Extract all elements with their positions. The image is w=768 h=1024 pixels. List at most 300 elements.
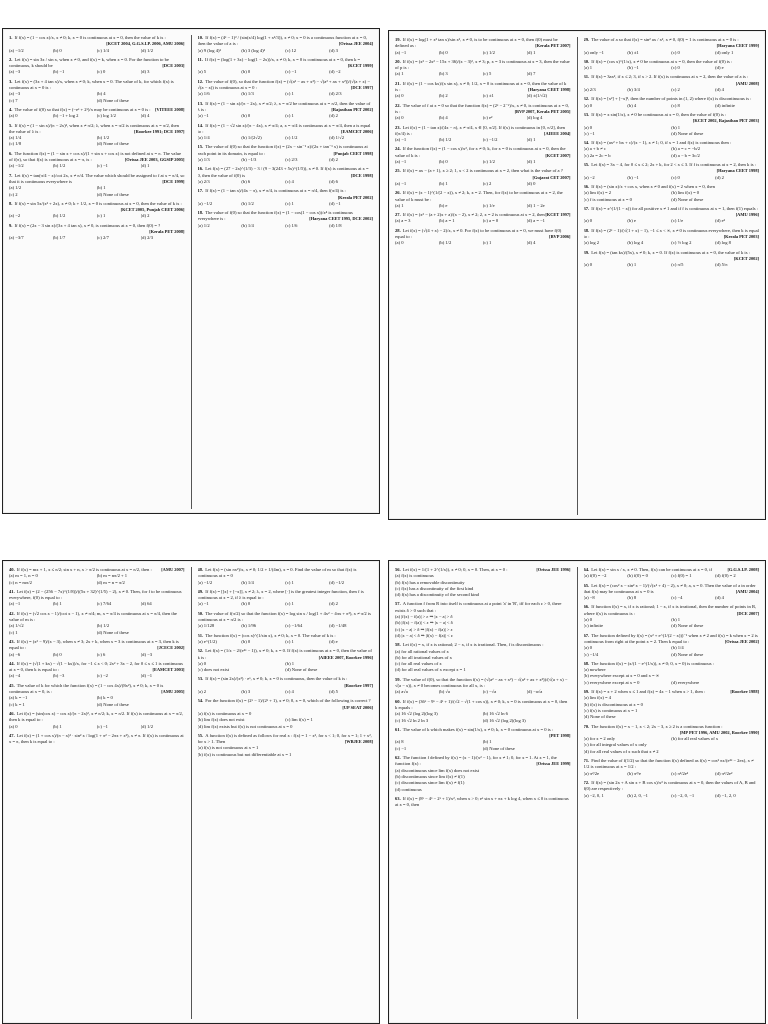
question-number: 71. [583, 758, 590, 764]
answer-option: (a) 0 [395, 240, 404, 246]
answer-option: (d) −1, 2, 0 [715, 792, 736, 798]
answer-option: (a) 1 [395, 202, 404, 208]
exam-source: [KCET 2004, G.G.S.I.P. 2006, AMU 2006] [106, 41, 185, 47]
answer-option: (a) −1 [9, 601, 21, 607]
answer-option: (a) 1 [583, 65, 593, 71]
question-text: If f(x) = (36ˣ − 9ˣ − 4ˣ + 1)/(√2 − √(1 + cos x)), x ≠ 0; k, x = 0 is continuous at x = 0, then k equals : [395, 698, 568, 710]
answer-option: (a) −1 [395, 159, 407, 165]
page2-left-column [395, 37, 571, 515]
answer-option: (c) ±1 [482, 93, 494, 99]
answer-option: (b) 0 [241, 69, 251, 75]
answer-options [584, 645, 760, 658]
question-number: 69. [583, 689, 590, 695]
question-item [584, 96, 760, 109]
answer-option: (c) does not exist [197, 667, 230, 673]
question-text: If f(x) = (2ˣ − 1)/(√(1 + x) − 1), −1 ≤ x < ∞, x ≠ 0 is continuous everywhere, then k is equal to : [583, 227, 759, 240]
answer-options [9, 601, 185, 607]
question-number: 9. [9, 222, 13, 228]
answer-option: (c) f(x) has a discontinuity of the first kind [395, 585, 474, 591]
answer-options [395, 614, 571, 639]
question-number: 47. [9, 732, 15, 738]
answer-options [584, 190, 760, 203]
answer-option: (b) 0 [241, 113, 251, 119]
answer-option: (c) 2 [9, 191, 18, 197]
page4-left-column [395, 567, 571, 1019]
question-item [9, 173, 185, 198]
answer-options [395, 739, 571, 752]
question-text: If f(x) = (8ˣ − 4ˣ − 2ˣ + 1)/x², when x > 0; eˣ sin x + πx + k log 4, when x ≤ 0 is continuous at x = 0, then [395, 795, 569, 808]
answer-option: (b) 1/2 [438, 137, 452, 143]
question-item [9, 123, 185, 148]
exam-source: [EAMCET 2003] [152, 667, 185, 673]
answer-option: (b) for all real values of x [671, 736, 719, 742]
answer-options [584, 736, 760, 755]
exam-source: [AIEEE 2007, Roorkee 1996] [318, 654, 373, 660]
answer-options [9, 623, 185, 636]
answer-option: (a) f(0) = −2 [583, 573, 607, 579]
question-item [584, 724, 760, 755]
question-text: The function f(x) = (x/(1 − e^(1/x)), x ≠ 0; 0, x = 0) is continuous : [591, 660, 714, 666]
exam-source: [MP PET 1996, AMU 2002, Roorkee 1990] [679, 729, 759, 735]
answer-options [584, 771, 760, 777]
answer-option: (a) log 2 [583, 240, 600, 246]
question-text: If f(x) = (1 − sin x)/(π − 2x), x ≠ π/2; λ, x = π/2 be continuous at x = π/2, then the value of λ is : [197, 100, 371, 112]
answer-option: (a) 2/3 [197, 178, 210, 184]
question-text: If f(x) = log(1 + x² tan x)/sin x³, x ≠ 0, is to be continuous at x = 0, then f(0) must be defined as : [395, 37, 558, 49]
answer-option: (a) for x = 2 only [583, 736, 616, 742]
question-item [9, 711, 185, 730]
answer-option: (c) −1/2 [482, 137, 498, 143]
question-item [395, 81, 571, 100]
answer-option: (a) 1/4 [9, 135, 22, 141]
answer-options [584, 262, 760, 268]
question-number: 23. [395, 124, 401, 130]
answer-option: (a) a√a [395, 689, 408, 695]
question-text: If f(x) = (sin 2x + A sin x + B cos x)/x³ is continuous at x = 0, then the values of A, B and f(0) are respectively : [583, 779, 756, 792]
question-text: If f(x) = mx + 1, x ≤ π/2; sin x + n, x > π/2 is continuous at x = π/2, then : [16, 567, 152, 572]
answer-options [395, 181, 571, 187]
exam-source: [KCET 2005, Punjab CEET 2006] [120, 207, 185, 213]
answer-options [198, 91, 374, 97]
answer-option: (d) 1 [526, 137, 536, 143]
answer-option: (d) 1/8 [329, 222, 342, 228]
answer-option: (a) −1/2 [9, 47, 24, 53]
answer-option: (b) 0 [52, 47, 62, 53]
question-item [198, 698, 374, 729]
question-number: 68. [583, 660, 590, 666]
answer-option: (b) 1/(2√2) [241, 135, 262, 141]
answer-option: (d) 1 [140, 163, 150, 169]
answer-option: (a) −1 [395, 180, 407, 186]
answer-option: (c) 0 [671, 174, 680, 180]
question-text: Let f(x) = 1/(1 + 2^(1/x)), x ≠ 0; 0, x = 0. Then, at x = 0 : [402, 567, 508, 572]
answer-options [9, 69, 185, 75]
answer-option: (c) −2 [96, 673, 108, 679]
question-item [9, 567, 185, 586]
question-number: 35. [583, 162, 590, 168]
page3-left-column [9, 567, 185, 1019]
exam-source: [Punjab CEET 1998] [333, 150, 373, 156]
exam-source: [KCET 2002, Rajasthan PET 2003] [692, 118, 759, 124]
exam-source: [AIEEE 2004] [544, 130, 571, 136]
answer-options [584, 595, 760, 601]
answer-options [395, 71, 571, 77]
answer-option: (a) −1/2 [197, 200, 213, 206]
answer-option: (d) None of these [671, 130, 704, 136]
answer-option: (a) −2, 0, 1 [583, 792, 604, 798]
answer-option: (c) 2/3 [285, 157, 298, 163]
answer-option: (d) a = −1 [526, 218, 545, 224]
answer-option: (d) 3 [140, 69, 150, 75]
question-number: 43. [9, 638, 15, 644]
question-text: If f(x) = x + 2 when x ≤ 1 and f(x) = 4x − 1 when x > 1, then : [591, 689, 706, 695]
answer-option: (c) log 1/2 [96, 113, 116, 119]
answer-option: (c) 1 [9, 629, 18, 635]
answer-option: (d) None of these [671, 623, 704, 629]
answer-option: (c) 0 [96, 69, 106, 75]
column-divider [577, 567, 578, 1019]
answer-options [395, 137, 571, 143]
answer-option: (b) −3 [52, 673, 65, 679]
answer-option: (d) log 8 [715, 240, 731, 246]
answer-option: (b) 4 [627, 102, 637, 108]
answer-option: (b) 4 [96, 91, 106, 97]
question-text: If f(x) = [[x] + [−x]], x ≠ 2; λ, x = 2, where [·] is the greatest integer function, then f is continuous at x = 2, if λ is equal to : [197, 588, 364, 601]
answer-options [9, 673, 185, 679]
question-item [584, 604, 760, 629]
answer-option: (c) −√a [482, 689, 497, 695]
answer-option: (d) −1/48 [329, 623, 347, 629]
answer-option: (a) −3/7 [9, 235, 24, 241]
question-text: The function defined by f(x) = (x² + e^(1/(2 − x)))⁻¹ when x ≠ 2 and f(x) = k when x = 2 is continuous from right at the point x = 2. Then k equal to : [583, 632, 758, 644]
question-item [584, 567, 760, 580]
exam-source: [KCET 2007] [545, 152, 571, 158]
answer-options [584, 573, 760, 579]
question-text: Let f(x) = sin x / x, x ≠ 0. Then, f(x) can be continuous at x = 0, if [591, 567, 713, 572]
answer-option: (a) 0 [583, 218, 593, 224]
answer-option: (a) 5 [197, 69, 207, 75]
answer-options [9, 695, 185, 708]
answer-option: (b) discontinuous since lim f(x) ≠ f(1) [395, 773, 465, 779]
question-text: Let f(x) = (sin πx²)/x, x ≠ 0; 1/2 + 1/(4m), x = 0. Find the value of m so that f(x) is continuous at x = 0 [197, 567, 357, 579]
question-text: If f(x) = (1 − cos kx)/(x sin x), x ≠ 0; 1/2, x = 0 is continuous at x = 0, then the value of k is : [395, 80, 567, 93]
answer-option: (b) everywhere except at x = 0 and x = ∞ [583, 673, 660, 679]
answer-option: (b) lim f(x) does not exist [197, 717, 245, 723]
question-number: 59. [395, 676, 401, 682]
answer-option: (a) 0 [583, 124, 593, 130]
question-text: The function f(x) = x − 1, x < 2; 2x − 3, x ≥ 2 is a continuous function : [591, 723, 723, 729]
answer-options [395, 115, 571, 121]
exam-source: [AMU 2005] [161, 689, 185, 695]
answer-option: (c) 1 [285, 91, 294, 97]
question-text: The value of f(0) so that the function f(x) = (1 − cos(1 − cos x))/x⁴ is continuous everywhere is : [197, 210, 353, 222]
answer-option: (d) 1/2 [140, 723, 153, 729]
answer-option: (c) π²/2e² [671, 770, 689, 776]
question-number: 27. [395, 212, 401, 218]
question-number: 10. [197, 35, 204, 40]
question-item [198, 589, 374, 608]
answer-option: (b) 16 √2 ln 6 [482, 711, 508, 717]
answer-option: (b) √a [438, 689, 450, 695]
exam-source: [WBJEE 2008] [344, 739, 373, 745]
question-item [9, 57, 185, 76]
answer-option: (b) 1/4 [241, 222, 254, 228]
question-item [9, 201, 185, 220]
question-item [584, 206, 760, 225]
answer-option: (a) 0 [583, 102, 593, 108]
question-number: 60. [395, 698, 401, 704]
answer-option: (c) 1/e [482, 202, 495, 208]
answer-options [9, 163, 185, 169]
question-number: 3. [9, 78, 13, 84]
answer-option: (b) lim f(x) = 0 [671, 190, 700, 196]
question-item [395, 727, 571, 752]
exam-source: [G.G.S.I.P. 2008] [727, 567, 759, 572]
answer-option: (d) None of these [96, 97, 129, 103]
answer-option: (d) None of these [671, 651, 704, 657]
answer-option: (c) for all integral values of x only [583, 742, 647, 748]
answer-option: (b) 1 [52, 723, 62, 729]
answer-option: (d) e [329, 638, 338, 644]
question-item [9, 661, 185, 680]
answer-option: (c) 1 [482, 240, 492, 246]
answer-option: (d) 5 [329, 689, 338, 695]
answer-option: (c) 1/2 [285, 135, 298, 141]
exam-source: [BVP 2006] [549, 234, 571, 240]
answer-option: (d) 0 [526, 180, 536, 186]
answer-option: (c) k = 1 [9, 701, 25, 707]
question-text: Let f(x) = (3x + 4 tan x)/x, when x ≠ 0; k, when x = 0. The value of k, for which f(x) is continuous at x = 0 is : [9, 78, 174, 91]
answer-option: (c) 2 [482, 180, 492, 186]
answer-option: (d) 2/3 [329, 91, 342, 97]
answer-options [395, 203, 571, 209]
question-number: 45. [9, 682, 15, 688]
answer-option: (c) −2, 0, −1 [671, 792, 695, 798]
question-text: If f(x) = (√2 cos x − 1)/(cot x − 1), x ≠ π/4; m, x = π/4 is continuous at x = π/4, then the value of m is : [9, 610, 177, 623]
question-item [584, 689, 760, 720]
answer-options [9, 48, 185, 54]
exam-source: [KCET 1999] [347, 63, 373, 69]
question-item [9, 589, 185, 608]
answer-option: (b) e [627, 218, 636, 224]
question-number: 65. [583, 582, 590, 588]
answer-option: (b) 1/4 [241, 579, 254, 585]
answer-option: (c) 0 [671, 65, 680, 71]
answer-options [198, 601, 374, 607]
question-text: If f(x) = 3ax², if x ≤ 2; 3, if x > 2. If f(x) is continuous at x = 2, then the value of a is : [591, 74, 749, 80]
question-text: Let f(x) = x, if x is rational; 2 − x, if x is irrational. Then, f is discontinuous : [402, 642, 544, 648]
answer-option: (a) k = −1 [9, 695, 28, 701]
answer-options [584, 667, 760, 686]
question-number: 44. [9, 660, 15, 666]
answer-option: (d) 2/3 [140, 235, 153, 241]
answer-option: (a) 2/3 [583, 87, 596, 93]
answer-option: (c) discontinuous since lim f(x) ≠ f(1) [395, 780, 465, 786]
exam-source: [Orissa JEE 1999] [536, 761, 571, 767]
answer-options [198, 69, 374, 75]
exam-source: [Kerala PET 2007] [535, 43, 571, 49]
answer-option: (d) 6 [329, 178, 338, 184]
question-text: The value of f(0), so that the function f(x) = (√(a² − ax + x²) − √(a² + ax + x²))/(√(a + x) − √(a − x)), x ≠ 0 becomes continuous for all x, is : [395, 676, 568, 689]
answer-options [198, 113, 374, 119]
answer-option: (d) 2 [329, 157, 338, 163]
answer-options [198, 157, 374, 163]
question-item [198, 210, 374, 229]
question-text: Let f(x) = (1/x − 2/(e²ˣ − 1)), x ≠ 0; k, x = 0. If f(x) is continuous at x = 0, then the value of k is : [197, 648, 372, 660]
question-text: If f(x) = (cos x)^(1/x), x ≠ 0 be continuous at x = 0, then the value of f(0) is : [591, 58, 733, 64]
question-item [584, 758, 760, 777]
question-item [198, 633, 374, 646]
answer-option: (b) 1/2 [52, 163, 66, 169]
question-number: 24. [395, 146, 401, 152]
exam-source: [Rajasthan PET 2002] [331, 106, 373, 112]
answer-option: (a) f(x) is continuous [395, 573, 434, 579]
answer-option: (c) 16 √2 ln 2 ln 3 [395, 717, 429, 723]
answer-option: (c) a = 0 [482, 218, 499, 224]
answer-option: (c) 2a = 2c = b [583, 152, 611, 158]
answer-option: (b) |f(x) − f(a)| < ε ⇒ |x − a| < δ [395, 620, 453, 626]
answer-option: (b) 0 [438, 49, 448, 55]
question-number: 61. [395, 726, 401, 732]
answer-option: (a) only −1 [583, 49, 604, 55]
question-number: 17. [197, 188, 204, 194]
question-item [395, 677, 571, 696]
question-text: If f(x) = (1 − cos x)/x, x ≠ 0; k, x = 0 is continuous at x = 0, then the value of k is : [14, 35, 166, 40]
question-item [395, 103, 571, 122]
question-item [198, 123, 374, 142]
answer-options [395, 689, 571, 695]
answer-option: (b) 8 [627, 595, 637, 601]
answer-option: (c) 7/64 [96, 601, 112, 607]
answer-option: (c) 1 [285, 601, 294, 607]
answer-option: (a) discontinuous since lim f(x) does not exist [395, 767, 480, 773]
answer-option: (d) None of these [96, 141, 129, 147]
exercise-page-2 [388, 30, 766, 520]
answer-option: (c) −1 [583, 130, 595, 136]
question-number: 22. [395, 102, 401, 108]
answer-options [198, 661, 374, 674]
answer-option: (d) 2 [329, 113, 338, 119]
answer-option: (c) for all real values of x [395, 661, 442, 667]
question-text: The value of f at x = 0 so that the function f(x) = (2ˣ − 2⁻ˣ)/x, x ≠ 0, is continuous at x = 0, is : [395, 102, 569, 114]
answer-option: (a) a + b ≠ c [583, 146, 606, 152]
answer-option: (b) 1/2 [96, 623, 110, 629]
answer-option: (a) 0 [395, 93, 404, 99]
answer-options [584, 175, 760, 181]
question-text: Let f(x) = (1 + cos x)/(π − x)² · sin² x / log(1 + π² − 2πx + x²), x ≠ π. If f(x) is continuous at x = π, then k is equal to : [9, 732, 184, 745]
exam-source: [Roorkee 1991; DCE 1997] [134, 128, 185, 134]
question-text: If f(x) = (1 − sin x)/(π − 2x)², when x ≠ π/2; λ, when x = π/2 is continuous at x = π/2, then the value of λ is : [9, 122, 179, 134]
question-number: 52. [197, 648, 204, 654]
question-number: 46. [9, 710, 15, 716]
question-text: Let f(x) = (2 − (256 − 7x)^(1/8))/((5x + 32)^(1/5) − 2), x ≠ 0. Then, for f to be continuous everywhere, f(0) is equal to : [9, 588, 182, 601]
answer-option: (a) 0 [395, 115, 404, 121]
answer-options [395, 768, 571, 793]
exam-source: [Orissa JEE 2003, GGSIP 2005] [124, 157, 185, 163]
answer-option: (b) −1 [52, 69, 65, 75]
answer-option: (b) 1 [52, 601, 62, 607]
question-number: 33. [583, 111, 590, 117]
question-item [198, 144, 374, 163]
answer-option: (b) e [438, 202, 448, 208]
answer-option: (b) a = c = −b/2 [671, 146, 701, 152]
answer-option: (b) 3/4 [627, 87, 640, 93]
answer-option: (c) 1 [285, 113, 294, 119]
question-number: 38. [583, 227, 590, 233]
question-text: If f(x) = (sin 2x)/(x²) · eˣ, x ≠ 0; k, x = 0 is continuous, then the value of k is : [205, 676, 348, 682]
question-number: 32. [583, 96, 590, 102]
answer-option: (c) −1/4 [583, 651, 599, 657]
answer-option: (d) 64 [140, 601, 152, 607]
answer-options [198, 201, 374, 207]
answer-option: (b) 3 [241, 689, 251, 695]
answer-option: (b) f(0) = 0 [627, 573, 648, 579]
answer-options [9, 573, 185, 586]
answer-option: (b) 1/2 [52, 213, 66, 219]
answer-option: (c) −1/64 [285, 623, 303, 629]
answer-option: (b) 3 [438, 71, 448, 77]
answer-option: (b) 1/2 [438, 240, 452, 246]
answer-option: (d) −1/2 [329, 579, 345, 585]
exam-source: [Kerala PET 2003] [723, 234, 759, 240]
answer-option: (b) 0 [241, 638, 251, 644]
answer-option: (c) 12 [285, 47, 297, 53]
question-number: 11. [197, 56, 203, 62]
answer-option: (d) 4 [715, 595, 724, 601]
exercise-page-1 [2, 28, 380, 514]
question-number: 63. [395, 795, 401, 801]
answer-option: (b) 1 [96, 185, 106, 191]
answer-options [198, 711, 374, 730]
answer-options [9, 185, 185, 198]
question-item [9, 107, 185, 120]
answer-option: (d) None of these [285, 667, 318, 673]
answer-option: (b) 1 [285, 660, 295, 666]
answer-option: (c) f(0) = 1 [671, 573, 692, 579]
answer-option: (c) 2/7 [96, 235, 109, 241]
answer-option: (a) −3 [9, 69, 21, 75]
question-text: Let f(x) = (sin(cos x) − cos x)/(π − 2x)², x ≠ π/2; k, x = π/2. If f(x) is continuous at x = π/2, then k is equal to : [9, 710, 183, 723]
answer-option: (d) 1 [526, 159, 536, 165]
answer-option: (c) 1 [285, 638, 294, 644]
question-text: If f(x) = (√(1 + kx) − √(1 − kx))/x, for −1 ≤ x < 0; 2x² + 3x − 2, for 0 ≤ x ≤ 1 is continuous at x = 0, then k is equal to : [9, 660, 183, 673]
answer-option: (d) ±(1/√2) [526, 93, 548, 99]
exam-source: [UP SEAT 2006] [342, 704, 373, 710]
answer-option: (a) 1/4 [197, 135, 210, 141]
question-item [584, 661, 760, 686]
answer-option: (b) −1 [627, 65, 639, 71]
answer-option: (c) 1 [285, 579, 294, 585]
question-text: The value of f(π/2) so that the function f(x) = log sin x / log(1 + 4x² − 4πx + π²), x ≠ π/2 is continuous at x = π/2 is : [197, 610, 371, 623]
answer-option: (c) infinite [583, 623, 604, 629]
answer-option: (a) 1/√2 [9, 623, 24, 629]
answer-option: (a) nowhere [583, 667, 606, 673]
question-item [9, 611, 185, 636]
answer-options [198, 639, 374, 645]
answer-option: (c) 8 [671, 102, 680, 108]
answer-option: (d) e [715, 65, 724, 71]
question-text: Find the value of f(1/2) so that the function f(x) defined as f(x) = cos² πx/(e²ˣ − 2ex), x ≠ 1/2 is continuous at x = 1/2 : [583, 758, 754, 770]
answer-option: (d) f(0) = 2 [715, 573, 736, 579]
answer-option: (b) 1 [627, 262, 637, 268]
answer-option: (b) −1/3 [241, 157, 257, 163]
question-item [395, 59, 571, 78]
question-text: If f(x) = (x² − 9)/(x − 3), when x ≠ 3; 2x + k, when x = 3 is continuous at x = 3, then k is equal to : [9, 638, 179, 651]
question-number: 19. [395, 37, 401, 42]
question-text: Let f(x) = tan(π/4 − x)/cot 2x, x ≠ π/4. The value which should be assigned to f at x = π/4, so that it is continuous everywhere is [9, 172, 185, 184]
question-item [395, 190, 571, 209]
answer-options [395, 159, 571, 165]
